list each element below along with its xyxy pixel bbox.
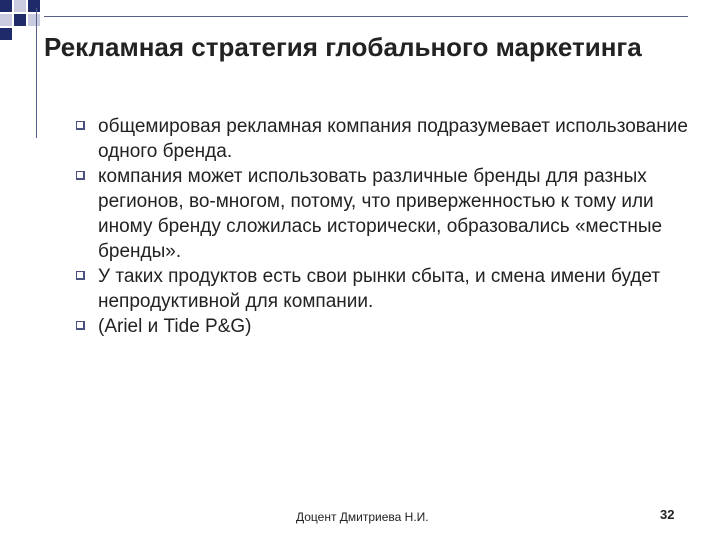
- decor-square: [0, 0, 12, 12]
- bullet-text: общемировая рекламная компания подразумевает использование одного бренда.: [98, 116, 688, 162]
- side-divider: [36, 8, 37, 138]
- square-bullet-icon: [76, 121, 85, 130]
- bullet-text: (Ariel и Tide P&G): [98, 316, 252, 337]
- bullet-item: [76, 164, 696, 264]
- bullet-list: [76, 114, 696, 339]
- header-divider: [44, 16, 688, 17]
- footer-author: Доцент Дмитриева Н.И.: [296, 510, 429, 524]
- square-bullet-icon: [76, 271, 85, 280]
- bullet-item: [76, 264, 696, 314]
- decor-square: [28, 14, 40, 26]
- bullet-item: [76, 314, 696, 339]
- bullet-item: [76, 114, 696, 164]
- square-bullet-icon: [76, 171, 85, 180]
- square-bullet-icon: [76, 321, 85, 330]
- decor-square: [14, 14, 26, 26]
- bullet-text: У таких продуктов есть свои рынки сбыта, и смена имени будет непродуктивной для компании.: [98, 266, 661, 312]
- decor-square: [14, 0, 26, 12]
- page-number: 32: [660, 507, 675, 522]
- decor-square: [28, 0, 40, 12]
- bullet-text: компания может использовать различные бренды для разных регионов, во-многом, потому, что приверженностью к тому или иному бренду сложилась исторически, образовались «местные бренды».: [98, 166, 663, 262]
- decor-square: [0, 28, 12, 40]
- slide-title: Рекламная стратегия глобального маркетинга: [44, 32, 642, 62]
- decor-square: [0, 14, 12, 26]
